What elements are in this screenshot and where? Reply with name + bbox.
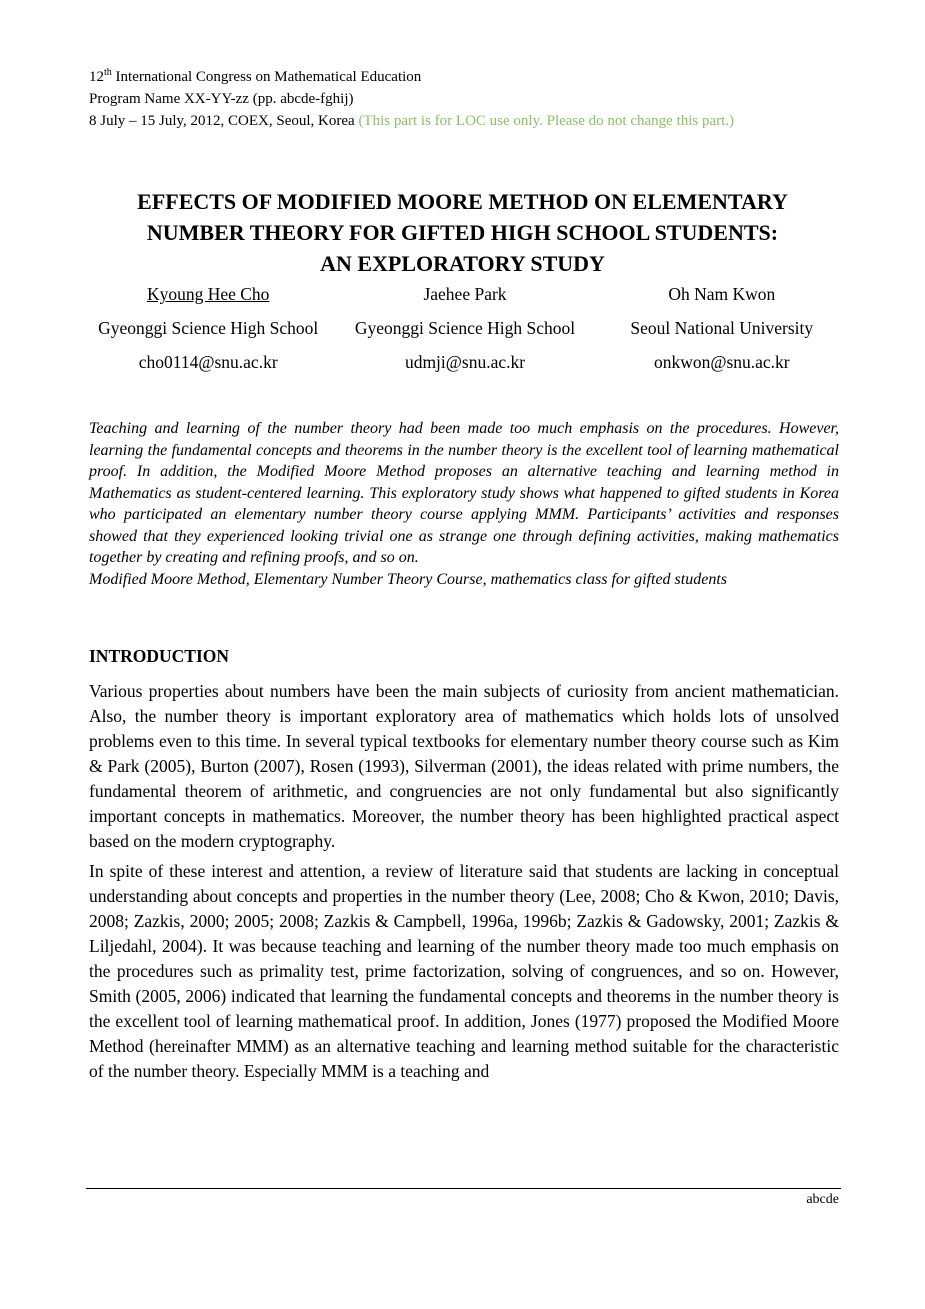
program-line: Program Name XX-YY-zz (pp. abcde-fghij): [89, 91, 354, 107]
author-block: [80, 283, 850, 385]
section-heading-introduction: INTRODUCTION: [89, 646, 230, 666]
loc-note: (This part is for LOC use only. Please do not change this part.): [358, 113, 735, 129]
author-affiliation: Gyeonggi Science High School: [354, 318, 576, 338]
page-footer: abcde: [806, 1192, 839, 1207]
author-email: udmji@snu.ac.kr: [404, 352, 526, 372]
paper-title: [60, 186, 865, 279]
title-line-3: AN EXPLORATORY STUDY: [320, 251, 605, 276]
author-emails-row: [80, 351, 850, 385]
author-name: Oh Nam Kwon: [668, 284, 776, 304]
author-name: Kyoung Hee Cho: [146, 284, 270, 304]
conference-header: [89, 66, 734, 132]
author-affiliation: Seoul National University: [630, 318, 814, 338]
congress-line: [89, 66, 734, 88]
congress-ordinal-suffix: th: [104, 67, 112, 78]
introduction-body: [89, 679, 839, 1089]
congress-name: International Congress on Mathematical Education: [111, 69, 422, 85]
congress-number: 12: [89, 69, 104, 85]
paragraph: In spite of these interest and attention, a review of literature said that students are lacking in conceptual understanding about concepts and properties in the number theory (Lee, 2008; Cho & Kwon, 2010; Davis, 2008; Zazkis, 2000; 2005; 2008; Zazkis & Campbell, 1996a, 1996b; Zazkis & Gadowsky, 2001; Zazkis & Liljedahl, 2004). It was because teaching and learning of the number theory made too much emphasis on the procedures such as primality test, prime factorization, solving of congruences, and so on. However, Smith (2005, 2006) indicated that learning the fundamental concepts and theorems in the number theory is the excellent tool of learning mathematical proof. In addition, Jones (1977) proposed the Modified Moore Method (hereinafter MMM) as an alternative teaching and learning method suitable for the characteristic of the number theory. Especially MMM is a teaching and: [89, 861, 839, 1081]
author-email: cho0114@snu.ac.kr: [138, 352, 278, 372]
author-name: Jaehee Park: [423, 284, 507, 304]
abstract: [89, 418, 839, 590]
author-names-row: [80, 283, 850, 317]
author-affiliation: Gyeonggi Science High School: [98, 318, 319, 338]
title-line-2: NUMBER THEORY FOR GIFTED HIGH SCHOOL STUDENTS:: [146, 220, 779, 245]
dates-text: 8 July – 15 July, 2012, COEX, Seoul, Korea: [89, 113, 359, 129]
footer-divider: [86, 1188, 841, 1189]
dates-line: [89, 110, 734, 132]
title-line-1: EFFECTS OF MODIFIED MOORE METHOD ON ELEMENTARY: [137, 189, 788, 214]
keywords: Modified Moore Method, Elementary Number Theory Course, mathematics class for gifted students: [89, 570, 727, 588]
abstract-text: Teaching and learning of the number theory had been made too much emphasis on the procedures. However, learning the fundamental concepts and theorems in the number theory is the excellent tool of learning mathematical proof. In addition, the Modified Moore Method proposes an alternative teaching and learning method in Mathematics as student-centered learning. This exploratory study shows what happened to gifted students in Korea who participated an elementary number theory course applying MMM. Participants’ activities and responses showed that they experienced looking trivial one as strange one through defining activities, making mathematics together by creating and refining proofs, and so on.: [89, 420, 839, 566]
author-email: onkwon@snu.ac.kr: [653, 352, 790, 372]
paragraph: Various properties about numbers have been the main subjects of curiosity from ancient mathematician. Also, the number theory is important exploratory area of mathematics which holds lots of unsolved problems even to this time. In several typical textbooks for elementary number theory course such as Kim & Park (2005), Burton (2007), Rosen (1993), Silverman (2001), the ideas related with prime numbers, the fundamental theorem of arithmetic, and congruencies are not only fundamental but also significantly important concepts in mathematics. Moreover, the number theory has been highlighted practical aspect based on the modern cryptography.: [89, 681, 839, 851]
author-affiliations-row: [80, 317, 850, 351]
